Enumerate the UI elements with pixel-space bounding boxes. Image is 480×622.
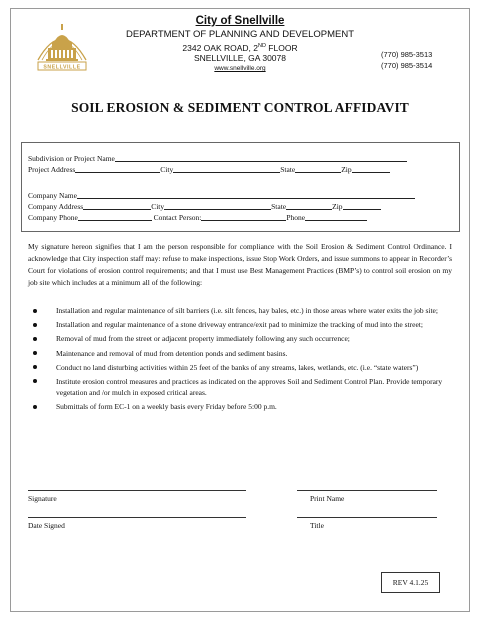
acknowledgement-paragraph: My signature hereon signifies that I am the person responsible for compliance with the Soil Erosion & Sediment Control Ordinance. I acknowledge that City inspection staff may: refuse to make inspections, issue Stop Work Orders, and issue summons to appear in Recorder’s Court for violations of erosion control requirements; and that I must use Best Management Practices (BMP’s) to control soil erosion on my job site which includes at a minimum all of the following: bbox=[28, 242, 452, 287]
project-address-row: Project Address City State Zip bbox=[28, 165, 390, 174]
logo-text: SNELLVILLE bbox=[43, 64, 81, 71]
contact-person-field[interactable] bbox=[201, 213, 286, 221]
list-item: Installation and regular maintenance of silt barriers (i.e. silt fences, hay bales, etc.) in those areas where water exits the job site; bbox=[28, 305, 452, 316]
list-item: Conduct no land disturbing activities within 25 feet of the banks of any streams, lakes, wetlands, etc. (i.e. “state waters”) bbox=[28, 362, 452, 373]
phone-1: (770) 985-3513 bbox=[381, 50, 433, 59]
print-name-field[interactable] bbox=[297, 490, 437, 491]
bullet-icon bbox=[33, 379, 37, 383]
company-zip-field[interactable] bbox=[343, 202, 381, 210]
company-city-field[interactable] bbox=[164, 202, 271, 210]
bullet-icon bbox=[33, 323, 37, 327]
project-address-field[interactable] bbox=[75, 165, 160, 173]
revision-box: REV 4.1.25 bbox=[381, 572, 440, 593]
bullet-icon bbox=[33, 405, 37, 409]
company-phone-row: Company Phone Contact Person: Phone bbox=[28, 213, 367, 222]
title-label: Title bbox=[310, 521, 324, 530]
print-name-label: Print Name bbox=[310, 494, 345, 503]
subdivision-row: Subdivision or Project Name bbox=[28, 154, 407, 163]
subdivision-field[interactable] bbox=[115, 154, 407, 162]
address-line-2: SNELLVILLE, GA 30078 bbox=[194, 52, 286, 63]
list-item: Submittals of form EC-1 on a weekly basis every Friday before 5:00 p.m. bbox=[28, 401, 452, 412]
list-item: Removal of mud from the street or adjacent property immediately following any such occurrence; bbox=[28, 333, 452, 344]
bullet-icon bbox=[33, 365, 37, 369]
city-name: City of Snellville bbox=[195, 15, 285, 27]
list-item: Maintenance and removal of mud from detention ponds and sediment basins. bbox=[28, 348, 452, 359]
phone-2: (770) 985-3514 bbox=[381, 61, 433, 70]
project-state-field[interactable] bbox=[295, 165, 341, 173]
website-link[interactable]: www.snellville.org bbox=[214, 65, 266, 73]
letterhead bbox=[120, 14, 360, 73]
phone-numbers bbox=[381, 49, 461, 71]
project-zip-field[interactable] bbox=[352, 165, 390, 173]
signature-label: Signature bbox=[28, 494, 57, 503]
address-line-1: 2342 OAK ROAD, 2ND FLOOR bbox=[182, 42, 298, 53]
requirements-list bbox=[28, 305, 452, 415]
date-signed-field[interactable] bbox=[28, 517, 246, 518]
project-city-field[interactable] bbox=[173, 165, 280, 173]
city-seal-logo bbox=[30, 16, 94, 76]
company-state-field[interactable] bbox=[286, 202, 332, 210]
company-phone-field[interactable] bbox=[78, 213, 152, 221]
company-name-row: Company Name bbox=[28, 191, 415, 200]
list-item: Installation and regular maintenance of a stone driveway entrance/exit pad to minimize the tracking of mud into the street; bbox=[28, 319, 452, 330]
company-address-field[interactable] bbox=[83, 202, 151, 210]
bullet-icon bbox=[33, 351, 37, 355]
date-signed-label: Date Signed bbox=[28, 521, 65, 530]
bullet-icon bbox=[33, 309, 37, 313]
bullet-icon bbox=[33, 337, 37, 341]
department-name: DEPARTMENT OF PLANNING AND DEVELOPMENT bbox=[125, 29, 355, 40]
document-title: SOIL EROSION & SEDIMENT CONTROL AFFIDAVIT bbox=[71, 100, 409, 115]
signature-field[interactable] bbox=[28, 490, 246, 491]
list-item: Institute erosion control measures and practices as indicated on the approves Soil and Sediment Control Plan. Provide temporary vegetation and /or mulch in exposed critical areas. bbox=[28, 376, 452, 398]
company-name-field[interactable] bbox=[77, 191, 415, 199]
contact-phone-field[interactable] bbox=[305, 213, 367, 221]
company-address-row: Company Address City State Zip bbox=[28, 202, 381, 211]
title-field[interactable] bbox=[297, 517, 437, 518]
